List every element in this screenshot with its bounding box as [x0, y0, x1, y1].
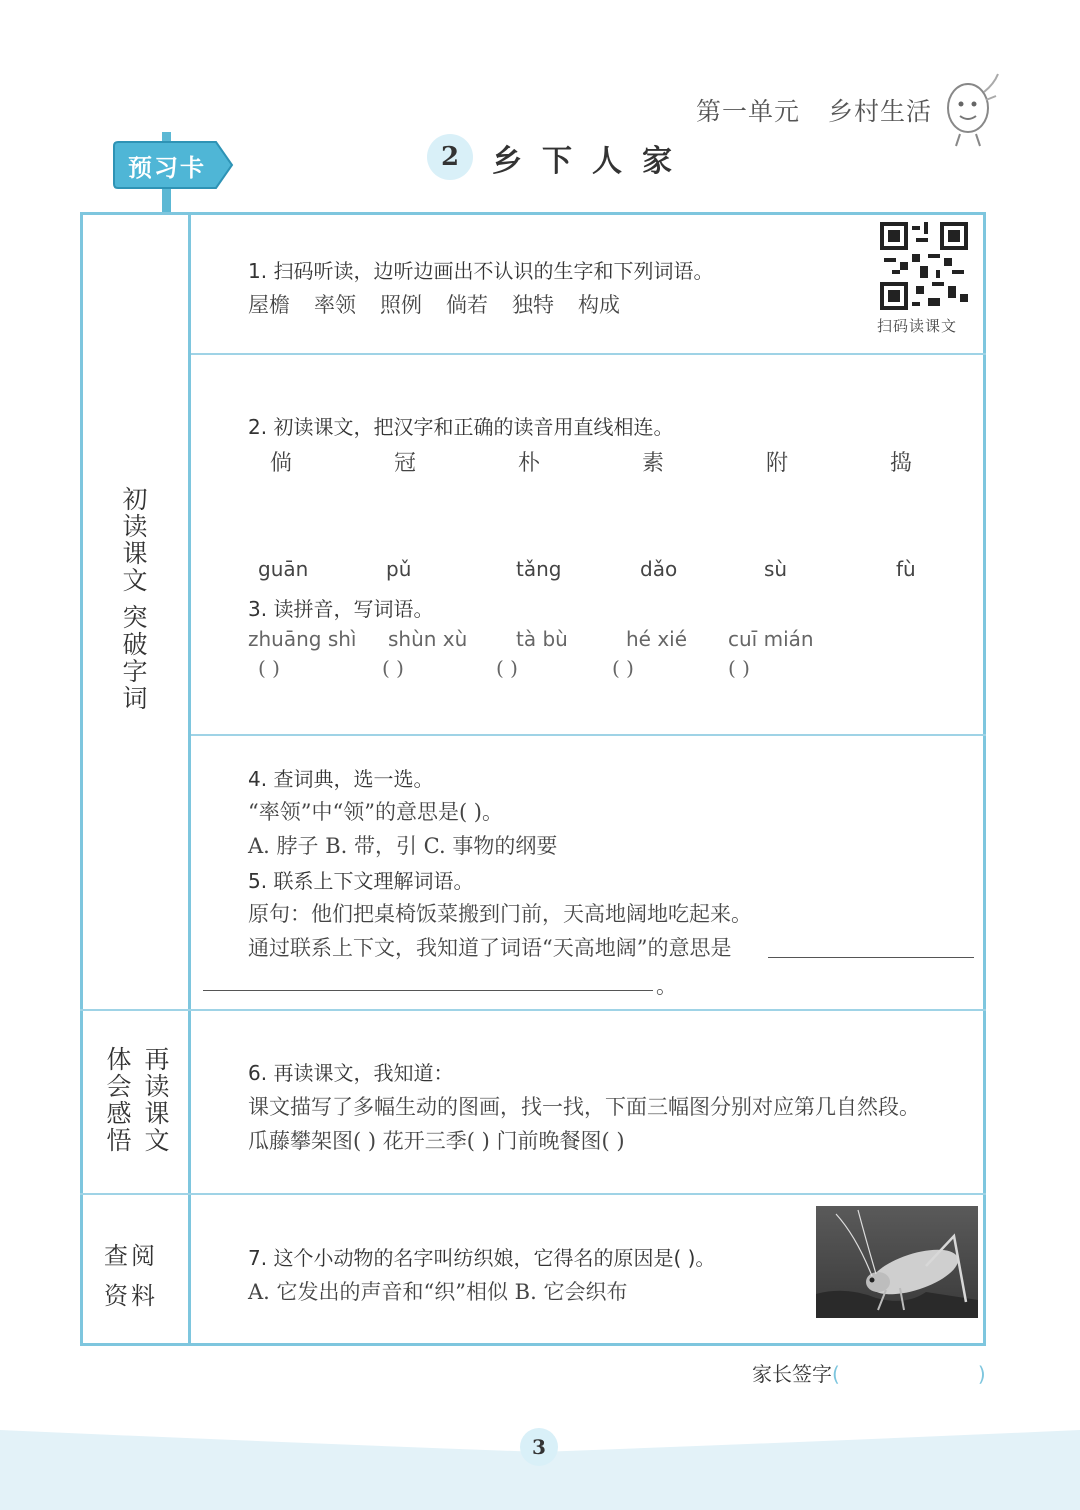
pinyin-prompt: cuī mián [728, 627, 814, 651]
word: 倘若 [446, 293, 488, 317]
question-6: 6. 再读课文，我知道： [248, 1061, 454, 1085]
tag-label: 预习卡 [128, 154, 206, 182]
answer-blank[interactable]: ( ) [496, 656, 518, 680]
question-7: 7. 这个小动物的名字叫纺织娘，它得名的原因是( )。 [248, 1246, 716, 1270]
signature-open-paren: ( [832, 1362, 840, 1386]
question-7-options: A. 它发出的声音和“织”相似 B. 它会织布 [248, 1280, 628, 1304]
lesson-number: 2 [427, 134, 473, 180]
answer-line[interactable] [203, 990, 653, 991]
mascot-illustration [940, 70, 1002, 150]
question-4: 4. 查词典，选一选。 [248, 767, 434, 791]
answer-line[interactable] [768, 957, 974, 958]
section-label-research: 查阅资料 [104, 1242, 158, 1310]
unit-heading [696, 92, 932, 128]
row-divider [191, 353, 986, 355]
hanzi-item: 倘 [270, 451, 293, 476]
katydid-photo [816, 1206, 978, 1318]
pinyin-item: tǎng [516, 557, 562, 581]
word-list [248, 289, 644, 319]
section-label-feel: 体会感悟 [103, 1046, 132, 1154]
word: 屋檐 [248, 293, 290, 317]
worksheet-frame [80, 212, 986, 1346]
pinyin-item: sù [764, 557, 788, 581]
answer-blank[interactable]: ( ) [728, 656, 750, 680]
pinyin-prompt: shùn xù [388, 627, 468, 651]
signature-close-paren: ) [977, 1362, 986, 1386]
section-label-first-reading: 初读课文 突破字词 [119, 486, 148, 712]
answer-blank[interactable]: ( ) [612, 656, 634, 680]
question-5-prompt: 通过联系上下文，我知道了词语“天高地阔”的意思是 [248, 936, 732, 960]
signature-label: 家长签字 [752, 1362, 832, 1386]
question-2: 2. 初读课文，把汉字和正确的读音用直线相连。 [248, 415, 674, 439]
hanzi-item: 附 [766, 451, 789, 476]
unit-number: 第一单元 [695, 97, 800, 126]
question-5-sentence: 原句：他们把桌椅饭菜搬到门前，天高地阔地吃起来。 [248, 902, 752, 926]
unit-title: 乡村生活 [827, 97, 932, 126]
word: 构成 [578, 293, 620, 317]
pinyin-prompt: zhuāng shì [248, 627, 357, 651]
lesson-title: 乡下人家 [492, 144, 692, 179]
period: 。 [656, 974, 677, 998]
section-label-reread: 再读课文 [141, 1046, 170, 1154]
answer-blank[interactable]: ( ) [382, 656, 404, 680]
section-divider [80, 1193, 986, 1195]
question-6-line: 课文描写了多幅生动的图画，找一找，下面三幅图分别对应第几自然段。 [248, 1095, 920, 1119]
qr-label: 扫码读课文 [877, 317, 958, 335]
pinyin-prompt: tà bù [516, 627, 568, 651]
word: 照例 [380, 293, 422, 317]
question-4-options: A. 脖子 B. 带，引 C. 事物的纲要 [248, 834, 558, 858]
hanzi-item: 冠 [394, 451, 417, 476]
parent-signature[interactable] [752, 1358, 986, 1387]
answer-blank[interactable]: ( ) [258, 656, 280, 680]
pinyin-item: guān [258, 557, 309, 581]
pinyin-item: dǎo [640, 557, 678, 581]
row-divider [191, 734, 986, 736]
pinyin-prompt: hé xié [626, 627, 688, 651]
pinyin-item: pǔ [386, 557, 412, 581]
hanzi-item: 朴 [518, 451, 541, 476]
pinyin-item: fù [896, 557, 916, 581]
column-divider [188, 212, 191, 1346]
word: 率领 [314, 293, 356, 317]
question-4-prompt: “率领”中“领”的意思是( )。 [248, 800, 504, 824]
word: 独特 [512, 293, 554, 317]
qr-code[interactable] [880, 222, 968, 310]
question-3: 3. 读拼音，写词语。 [248, 597, 434, 621]
hanzi-item: 捣 [890, 451, 913, 476]
question-1: 1. 扫码听读，边听边画出不认识的生字和下列词语。 [248, 259, 714, 283]
page-number: 3 [520, 1428, 558, 1466]
question-5: 5. 联系上下文理解词语。 [248, 869, 474, 893]
section-divider [80, 1009, 986, 1011]
hanzi-item: 素 [642, 451, 665, 476]
question-6-blanks: 瓜藤攀架图( ) 花开三季( ) 门前晚餐图( ) [248, 1129, 625, 1153]
